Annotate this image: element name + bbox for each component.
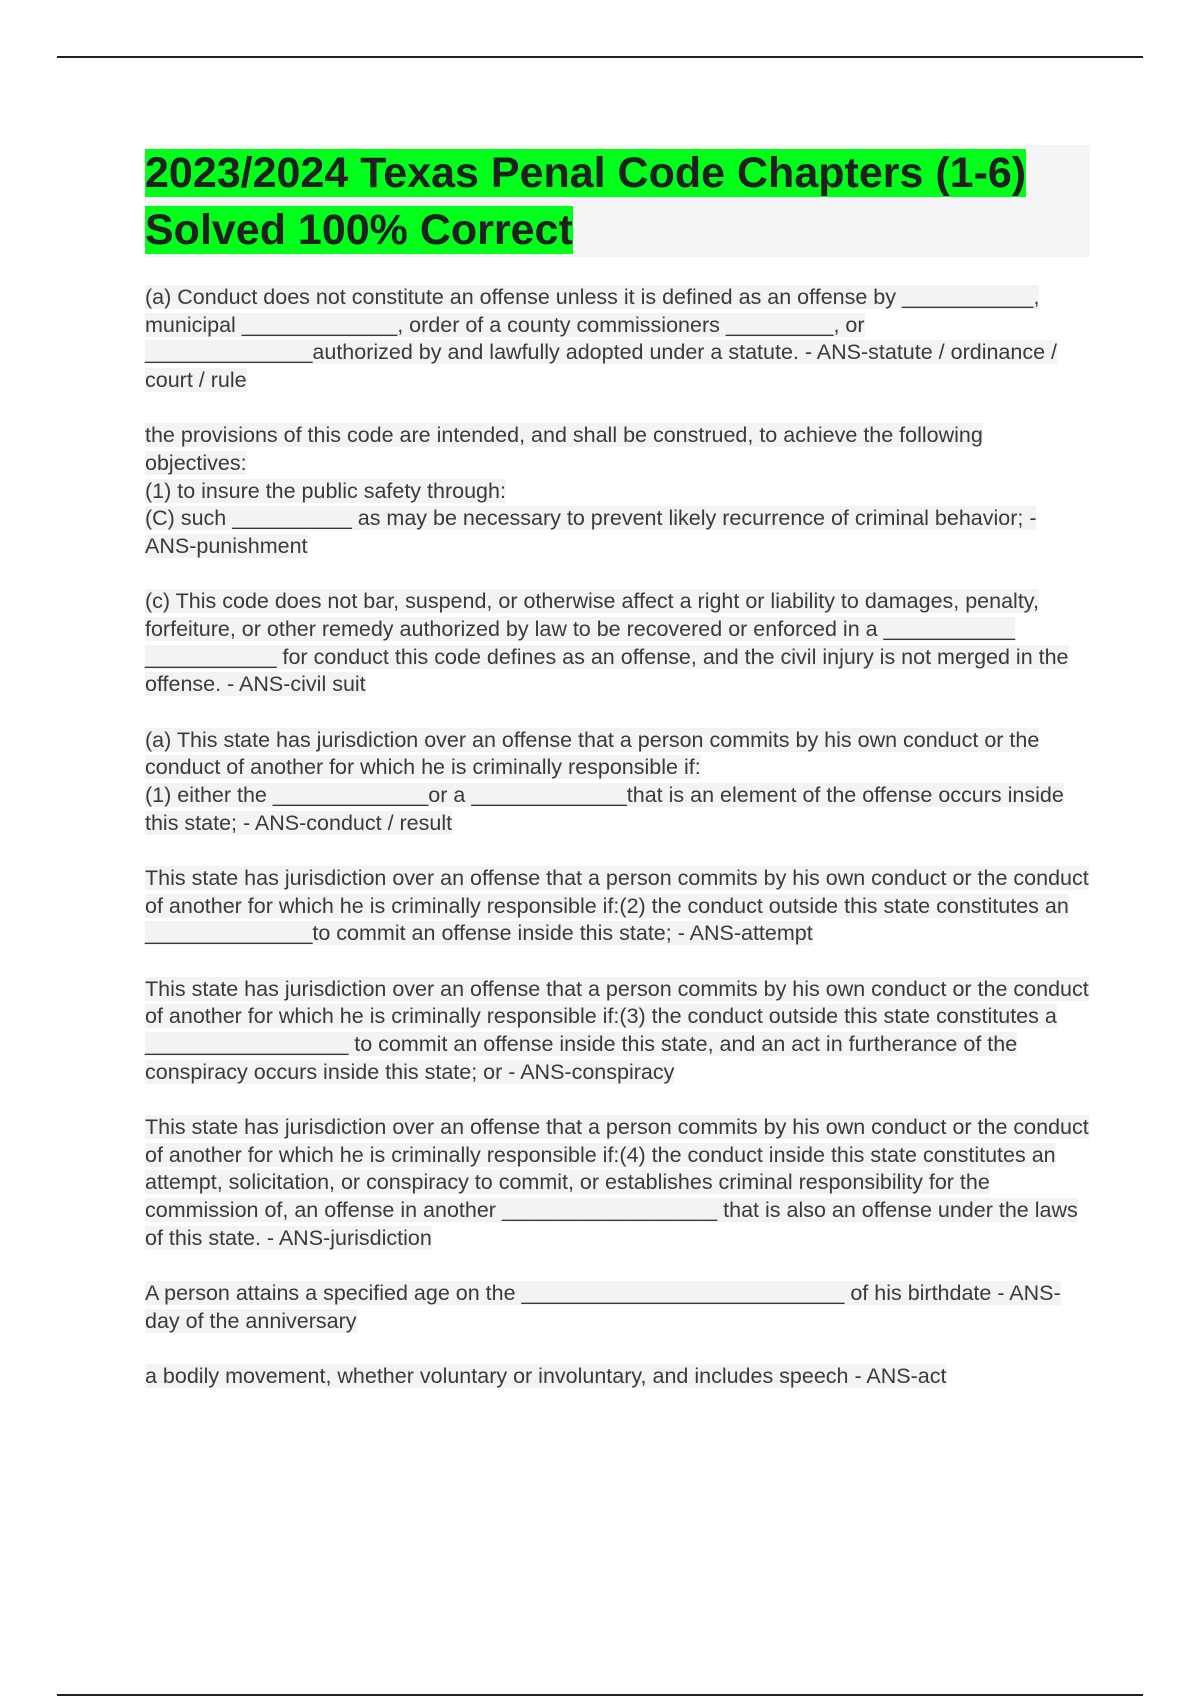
top-divider xyxy=(57,56,1143,58)
qa-item xyxy=(145,1363,1090,1391)
qa-item-text: (a) Conduct does not constitute an offense unless it is defined as an offense by ___________, municipal _____________, order of a county commissioners _________, or ______________authorized by and lawfully adopted under a statute. - ANS-statute / ordinance / court / rule xyxy=(145,285,1057,392)
qa-item xyxy=(145,588,1090,698)
qa-item xyxy=(145,422,1090,560)
qa-item-text: the provisions of this code are intended, and shall be construed, to achieve the following objectives: (1) to insure the public safety through: (C) such __________ as may be necessary to prevent likely recurrence of criminal behavior; - ANS-punishment xyxy=(145,423,1037,558)
qa-item-text: a bodily movement, whether voluntary or involuntary, and includes speech - ANS-act xyxy=(145,1364,947,1389)
qa-item-text: A person attains a specified age on the ___________________________ of his birthdate - ANS-day of the anniversary xyxy=(145,1281,1061,1333)
qa-item xyxy=(145,284,1090,394)
qa-item xyxy=(145,1114,1090,1252)
qa-item xyxy=(145,865,1090,948)
qa-item-text: This state has jurisdiction over an offense that a person commits by his own conduct or the conduct of another for which he is criminally responsible if:(3) the conduct outside this state constitutes a _________________ to commit an offense inside this state, and an act in furtherance of the conspiracy occurs inside this state; or - ANS-conspiracy xyxy=(145,976,1089,1084)
bottom-divider xyxy=(57,1694,1143,1696)
title-highlight: 2023/2024 Texas Penal Code Chapters (1-6) Solved 100% Correct xyxy=(145,149,1027,254)
qa-item xyxy=(145,1280,1090,1335)
qa-item-text: (a) This state has jurisdiction over an offense that a person commits by his own conduct or the conduct of another for which he is criminally responsible if: (1) either the _____________or a _____________that is an element of the offense occurs inside this state; - ANS-conduct / result xyxy=(145,727,1064,835)
title-block xyxy=(145,145,1090,257)
qa-item xyxy=(145,727,1090,837)
page-title xyxy=(145,145,1090,259)
qa-item-text: This state has jurisdiction over an offense that a person commits by his own conduct or the conduct of another for which he is criminally responsible if:(2) the conduct outside this state constitutes an ______________to commit an offense inside this state; - ANS-attempt xyxy=(145,866,1089,946)
qa-item-text: (c) This code does not bar, suspend, or otherwise affect a right or liability to damages, penalty, forfeiture, or other remedy authorized by law to be recovered or enforced in a ___________ ___________ for conduct this code defines as an offense, and the civil injury is not merged in the offense. - ANS-civil suit xyxy=(145,589,1069,697)
qa-list xyxy=(145,284,1090,1419)
qa-item-text: This state has jurisdiction over an offense that a person commits by his own conduct or the conduct of another for which he is criminally responsible if:(4) the conduct inside this state constitutes an attempt, solicitation, or conspiracy to commit, or establishes criminal responsibility for the commission of, an offense in another __________________ that is also an offense under the laws of this state. - ANS-jurisdiction xyxy=(145,1115,1089,1250)
qa-item xyxy=(145,976,1090,1086)
